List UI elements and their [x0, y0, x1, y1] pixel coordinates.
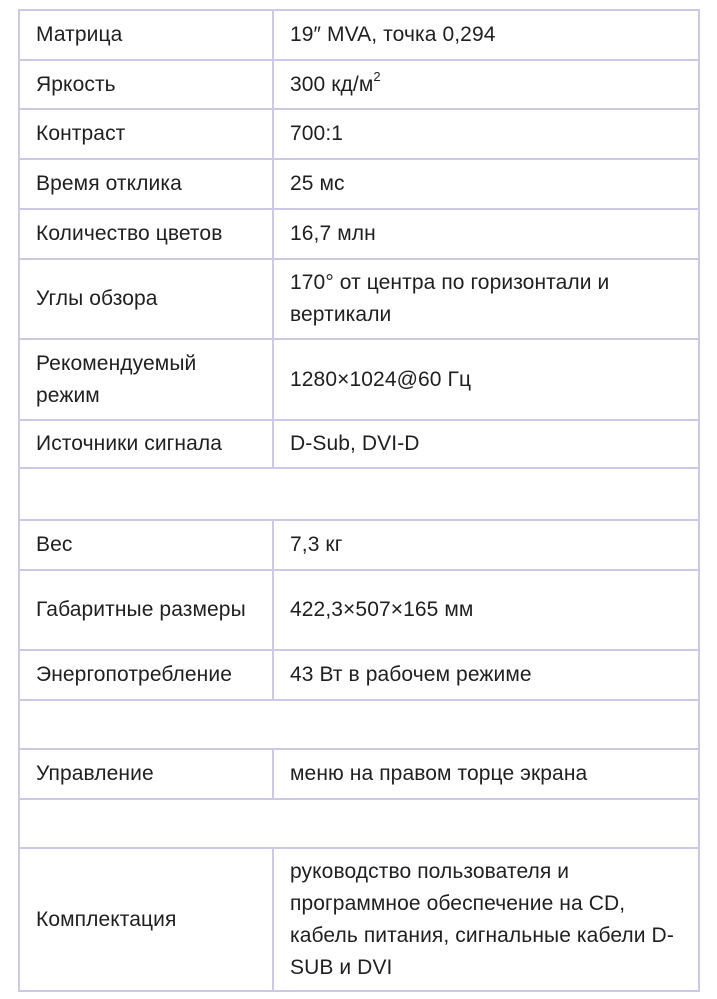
- spacer-row: [19, 700, 699, 749]
- spec-value: 422,3×507×165 мм: [273, 570, 699, 650]
- table-row: [19, 749, 699, 799]
- spec-label: Энергопотребление: [19, 650, 273, 700]
- spec-label: Матрица: [19, 10, 273, 60]
- table-row: [19, 570, 699, 650]
- table-row: [19, 848, 699, 991]
- spec-value: 700:1: [273, 109, 699, 159]
- spacer-row: [19, 468, 699, 520]
- spec-value: 43 Вт в рабочем режиме: [273, 650, 699, 700]
- spec-value: 16,7 млн: [273, 209, 699, 259]
- spec-value: 1280×1024@60 Гц: [273, 339, 699, 420]
- spacer-cell: [19, 700, 699, 749]
- spec-value: меню на правом торце экрана: [273, 749, 699, 799]
- spec-label: Управление: [19, 749, 273, 799]
- spec-label: Углы обзора: [19, 259, 273, 339]
- spec-label: Рекомендуемый режим: [19, 339, 273, 420]
- spec-label: Вес: [19, 520, 273, 570]
- spec-label: Контраст: [19, 109, 273, 159]
- spec-label: Габаритные размеры: [19, 570, 273, 650]
- spec-label: Источники сигнала: [19, 420, 273, 468]
- table-row: [19, 209, 699, 259]
- spec-table: [18, 9, 700, 992]
- table-row: [19, 10, 699, 60]
- spec-value: 25 мс: [273, 159, 699, 209]
- table-row: [19, 339, 699, 420]
- table-row: [19, 420, 699, 468]
- spec-label: Яркость: [19, 60, 273, 109]
- spec-label: Время отклика: [19, 159, 273, 209]
- spacer-cell: [19, 799, 699, 848]
- spec-label: Комплектация: [19, 848, 273, 991]
- spec-value: 170° от центра по горизонтали и вертикали: [273, 259, 699, 339]
- spec-value: 19″ MVA, точка 0,294: [273, 10, 699, 60]
- table-row: [19, 520, 699, 570]
- table-row: [19, 109, 699, 159]
- spec-value-text: 300 кд/м: [290, 72, 374, 96]
- table-row: [19, 259, 699, 339]
- superscript: 2: [373, 68, 381, 84]
- spacer-row: [19, 799, 699, 848]
- table-row: [19, 650, 699, 700]
- table-row: [19, 60, 699, 109]
- spec-value: руководство пользователя и программное обеспечение на CD, кабель питания, сигнальные кабели D-SUB и DVI: [273, 848, 699, 991]
- spec-label: Количество цветов: [19, 209, 273, 259]
- spec-value: [273, 60, 699, 109]
- spec-value: 7,3 кг: [273, 520, 699, 570]
- spacer-cell: [19, 468, 699, 520]
- table-row: [19, 159, 699, 209]
- spec-value: D-Sub, DVI-D: [273, 420, 699, 468]
